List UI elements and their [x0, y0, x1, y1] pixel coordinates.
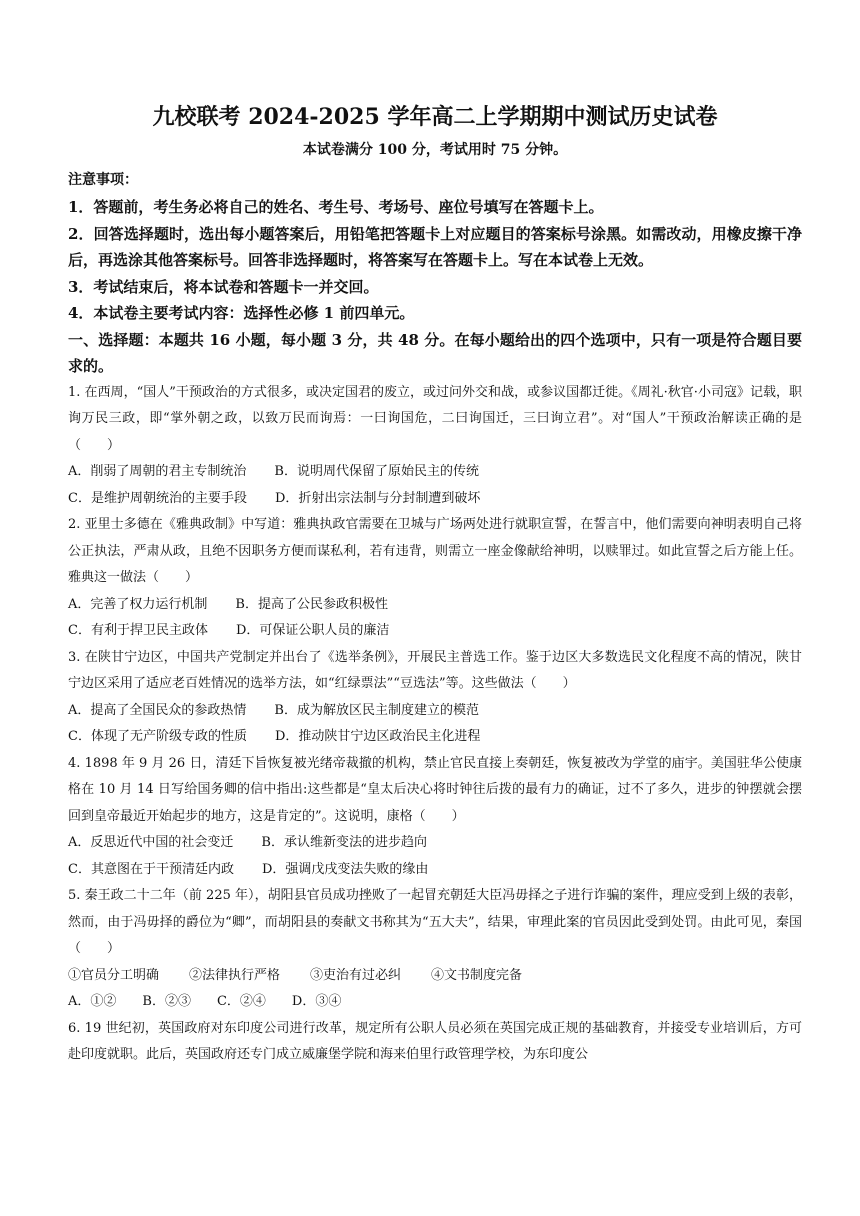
- option-b: B．承认维新变法的进步趋向: [261, 835, 427, 850]
- exam-subtitle: 本试卷满分 100 分，考试用时 75 分钟。: [302, 142, 568, 158]
- question-stem: 6. 19 世纪初，英国政府对东印度公司进行改革，规定所有公职人员必须在英国完成正规的基础教育，并接受专业培训后，方可赴印度就职。此后，英国政府还专门成立威廉堡学院和海来伯里行政管理学校，为东印度公: [68, 1020, 802, 1062]
- statement-3: ③吏治有过必纠: [310, 967, 402, 983]
- note-item: 2．回答选择题时，选出每小题答案后，用铅笔把答题卡上对应题目的答案标号涂黑。如需改动，用橡皮擦干净后，再选涂其他答案标号。回答非选择题时，将答案写在答题卡上。写在本试卷上无效。: [68, 224, 802, 269]
- option-a: A．提高了全国民众的参政热情: [68, 702, 247, 718]
- option-d: D．可保证公职人员的廉洁: [235, 623, 390, 638]
- question-stem: 4. 1898 年 9 月 26 日，清廷下旨恢复被光绪帝裁撤的机构，禁止官民直接上奏朝廷，恢复被改为学堂的庙宇。美国驻华公使康格在 10 月 14 日写给国务卿的信中指出:这些都是“皇太后决心将时钟往后拨的最有力的确证，过不了多久，进步的钟摆就会摆回到皇帝最近开始起步的地方，这是肯定的”。这说明，康格（ ）: [68, 755, 802, 824]
- option-row: [68, 989, 802, 1016]
- option-d: D．③④: [291, 994, 342, 1009]
- question-2: [68, 512, 802, 645]
- note-item: 3．考试结束后，将本试卷和答题卡一并交回。: [68, 277, 379, 296]
- exam-title: 九校联考 2024-2025 学年高二上学期期中测试历史试卷: [152, 104, 718, 130]
- note-item: 4．本试卷主要考试内容：选择性必修 1 前四单元。: [68, 304, 415, 322]
- question-6: [68, 1016, 802, 1069]
- option-c: C．②④: [216, 994, 266, 1009]
- option-b: B．说明周代保留了原始民主的传统: [274, 464, 479, 479]
- question-3: [68, 645, 802, 751]
- option-row: [68, 486, 802, 513]
- option-a: A．①②: [68, 994, 117, 1009]
- option-row: [68, 698, 802, 725]
- question-5: [68, 883, 802, 1016]
- option-row: [68, 618, 802, 645]
- option-d: D．折射出宗法制与分封制遭到破坏: [274, 490, 481, 506]
- exam-page: [68, 100, 802, 1069]
- note-item: 1．答题前，考生务必将自己的姓名、考生号、考场号、座位号填写在答题卡上。: [68, 198, 604, 216]
- option-row: [68, 592, 802, 619]
- option-c: C．体现了无产阶级专政的性质: [68, 729, 247, 744]
- statement-row: [68, 963, 802, 990]
- notes-heading: 注意事项：: [68, 172, 138, 188]
- option-d: D．推动陕甘宁边区政治民主化进程: [274, 729, 481, 744]
- option-a: A．削弱了周朝的君主专制统治: [68, 464, 247, 479]
- statement-2: ②法律执行严格: [189, 967, 281, 983]
- question-1: [68, 380, 802, 513]
- option-b: B．成为解放区民主制度建立的模范: [274, 702, 479, 718]
- question-4: [68, 751, 802, 884]
- option-a: A．完善了权力运行机制: [68, 596, 208, 612]
- option-c: C．有利于捍卫民主政体: [68, 623, 208, 638]
- option-row: [68, 724, 802, 751]
- option-a: A．反思近代中国的社会变迁: [68, 835, 234, 850]
- option-row: [68, 857, 802, 884]
- notes-section: [68, 168, 802, 327]
- statement-1: ①官员分工明确: [68, 967, 160, 983]
- option-row: [68, 830, 802, 857]
- question-stem: 5. 秦王政二十二年（前 225 年），胡阳县官员成功挫败了一起冒充朝廷大臣冯毋择之子进行诈骗的案件，理应受到上级的表彰，然而，由于冯毋择的爵位为“卿”，而胡阳县的奏献文书称其为“五大夫”，结果，审理此案的官员因此受到处罚。由此可见，秦国（ ）: [68, 888, 802, 956]
- section-heading: 一、选择题：本题共 16 小题，每小题 3 分，共 48 分。在每小题给出的四个选项中，只有一项是符合题目要求的。: [68, 330, 802, 375]
- option-b: B．②③: [142, 994, 191, 1009]
- option-b: B．提高了公民参政积极性: [235, 596, 388, 612]
- option-d: D．强调戊戌变法失败的缘由: [261, 861, 429, 877]
- option-c: C．是维护周朝统治的主要手段: [68, 490, 247, 506]
- question-stem: 2. 亚里士多德在《雅典政制》中写道：雅典执政官需要在卫城与广场两处进行就职宣誓，在誓言中，他们需要向神明表明自己将公正执法，严肃从政，且绝不因职务方便而谋私利，若有违背，则需立一座金像献给神明，以赎罪过。如此宣誓之后方能上任。雅典这一做法（ ）: [68, 517, 802, 585]
- question-stem: 3. 在陕甘宁边区，中国共产党制定并出台了《选举条例》，开展民主普选工作。鉴于边区大多数选民文化程度不高的情况，陕甘宁边区采用了适应老百姓情况的选举方法，如“红绿票法”“豆选法”等。这些做法（ ）: [68, 649, 802, 691]
- question-stem: 1. 在西周，“国人”干预政治的方式很多，或决定国君的废立，或过问外交和战，或参议国都迁徙。《周礼·秋官·小司寇》记载，职询万民三政，即“掌外朝之政，以致万民而询焉：一曰询国危，二曰询国迁，三曰询立君”。对“国人”干预政治解读正确的是（ ）: [68, 384, 802, 453]
- option-row: [68, 459, 802, 486]
- statement-4: ④文书制度完备: [431, 967, 523, 983]
- option-c: C．其意图在于干预清廷内政: [68, 861, 234, 877]
